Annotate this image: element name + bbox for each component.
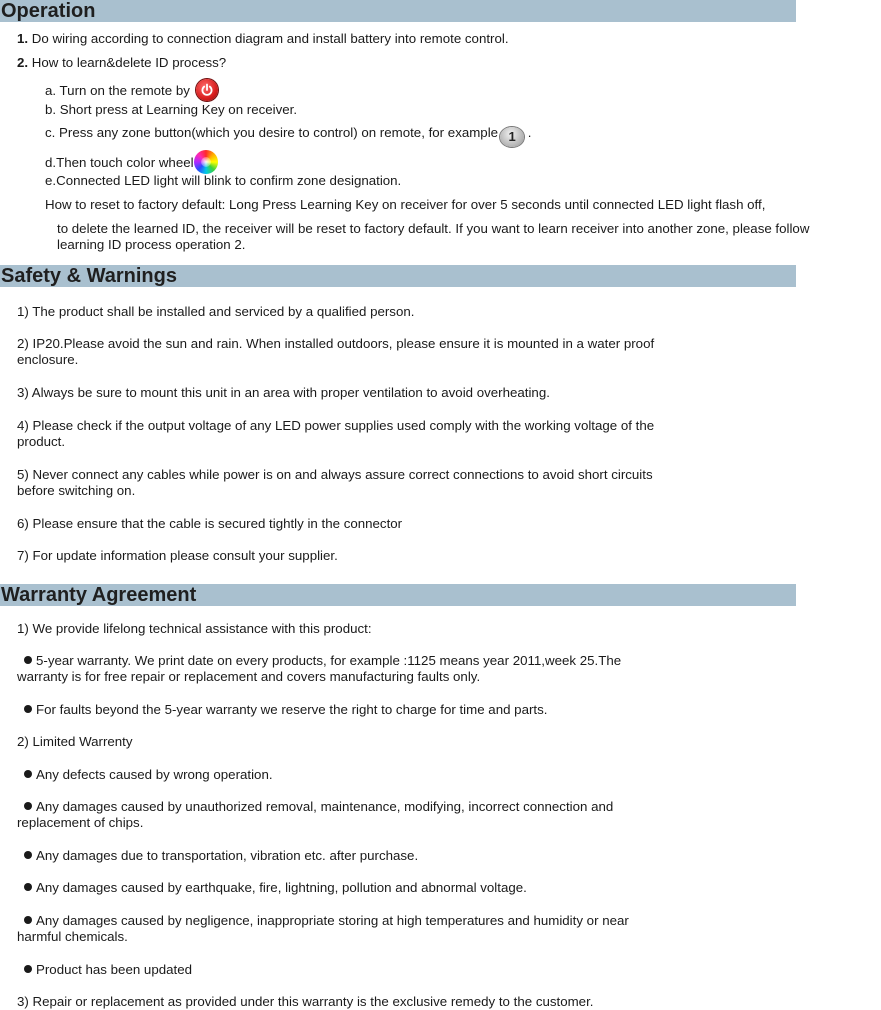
bullet-text: Any damages caused by unauthorized removal, maintenance, modifying, incorrect connection and — [36, 799, 614, 814]
bullet-icon — [24, 770, 32, 778]
warranty-bullet-6 — [24, 880, 527, 896]
reset-instructions-line-1: How to reset to factory default: Long Press Learning Key on receiver for over 5 seconds until connected LED light flash off, — [45, 197, 766, 212]
warranty-bullet-3 — [24, 767, 273, 783]
safety-item-5: 5) Never connect any cables while power is on and always assure correct connections to avoid short circuits — [17, 467, 653, 482]
safety-item-7: 7) For update information please consult your supplier. — [17, 548, 338, 563]
safety-item-1: 1) The product shall be installed and serviced by a qualified person. — [17, 304, 415, 319]
warranty-bullet-7 — [24, 913, 629, 929]
bullet-text: 5-year warranty. We print date on every products, for example :1125 means year 2011,week 25.The — [36, 653, 622, 668]
reset-instructions-line-2: to delete the learned ID, the receiver will be reset to factory default. If you want to learn receiver into another zone, please follow — [57, 221, 810, 236]
bullet-text: Any damages caused by earthquake, fire, lightning, pollution and abnormal voltage. — [36, 880, 527, 895]
warranty-bullet-4-cont: replacement of chips. — [17, 815, 144, 830]
bullet-icon — [24, 656, 32, 664]
warranty-point-1: 1) We provide lifelong technical assistance with this product: — [17, 621, 372, 636]
warranty-bullet-8 — [24, 962, 192, 978]
warranty-bullet-5 — [24, 848, 418, 864]
warranty-header: Warranty Agreement — [0, 584, 796, 606]
step-d-text: d.Then touch color wheel — [45, 155, 194, 170]
reset-instructions-line-3: learning ID process operation 2. — [57, 237, 246, 252]
warranty-point-2: 2) Limited Warrenty — [17, 734, 133, 749]
zone-1-button-icon: 1 — [500, 127, 524, 147]
color-wheel-icon — [194, 150, 218, 174]
step-text: How to learn&delete ID process? — [28, 55, 227, 70]
power-icon — [196, 79, 218, 101]
operation-step-1 — [17, 31, 509, 47]
bullet-icon — [24, 705, 32, 713]
safety-item-4: 4) Please check if the output voltage of any LED power supplies used comply with the working voltage of the — [17, 418, 655, 433]
step-text: Do wiring according to connection diagram and install battery into remote control. — [28, 31, 509, 46]
safety-item-3: 3) Always be sure to mount this unit in an area with proper ventilation to avoid overheating. — [17, 385, 550, 400]
warranty-bullet-7-cont: harmful chemicals. — [17, 929, 128, 944]
warranty-bullet-4 — [24, 799, 613, 815]
safety-item-4-cont: product. — [17, 434, 66, 449]
bullet-text: Any damages caused by negligence, inappropriate storing at high temperatures and humidity or near — [36, 913, 629, 928]
bullet-icon — [24, 802, 32, 810]
operation-step-c — [45, 125, 531, 147]
safety-item-2-cont: enclosure. — [17, 352, 79, 367]
safety-item-5-cont: before switching on. — [17, 483, 136, 498]
bullet-icon — [24, 965, 32, 973]
operation-step-a — [45, 79, 218, 101]
safety-header: Safety & Warnings — [0, 265, 796, 287]
bullet-text: Any damages due to transportation, vibration etc. after purchase. — [36, 848, 419, 863]
operation-step-2 — [17, 55, 226, 71]
step-c-text: c. Press any zone button(which you desire to control) on remote, for example — [45, 125, 499, 140]
warranty-bullet-2 — [24, 702, 547, 718]
bullet-text: Product has been updated — [36, 962, 192, 977]
step-a-text: a. Turn on the remote by — [45, 83, 190, 98]
safety-item-6: 6) Please ensure that the cable is secured tightly in the connector — [17, 516, 403, 531]
step-number: 2. — [17, 55, 29, 70]
bullet-icon — [24, 883, 32, 891]
warranty-bullet-1 — [24, 653, 621, 669]
bullet-text: For faults beyond the 5-year warranty we reserve the right to charge for time and parts. — [36, 702, 548, 717]
operation-header: Operation — [0, 0, 796, 22]
step-c-end: . — [524, 125, 532, 140]
operation-step-d — [45, 150, 218, 174]
warranty-bullet-1-cont: warranty is for free repair or replacement and covers manufacturing faults only. — [17, 669, 481, 684]
bullet-text: Any defects caused by wrong operation. — [36, 767, 273, 782]
step-number: 1. — [17, 31, 29, 46]
bullet-icon — [24, 916, 32, 924]
operation-step-e: e.Connected LED light will blink to confirm zone designation. — [45, 173, 402, 188]
warranty-point-3: 3) Repair or replacement as provided under this warranty is the exclusive remedy to the customer. — [17, 994, 594, 1009]
bullet-icon — [24, 851, 32, 859]
operation-step-b: b. Short press at Learning Key on receiver. — [45, 102, 298, 117]
safety-item-2: 2) IP20.Please avoid the sun and rain. When installed outdoors, please ensure it is mounted in a water proof — [17, 336, 655, 351]
